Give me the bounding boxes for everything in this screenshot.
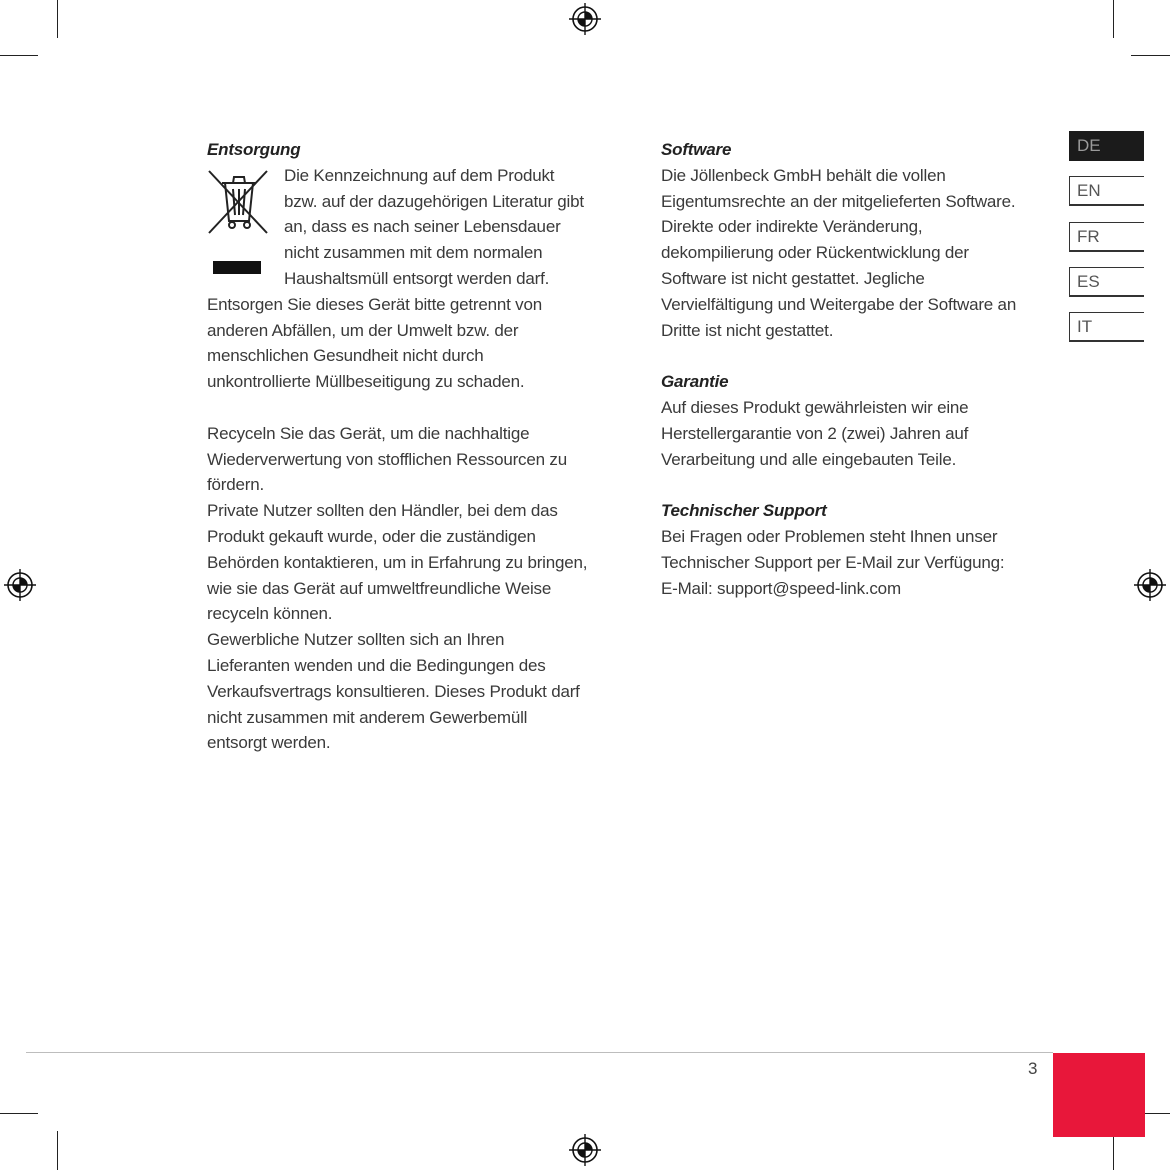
recycle-paragraph: Recyceln Sie das Gerät, um die nachhaltige Wiederverwertung von stofflichen Ressourcen zu fördern. [207,423,567,495]
weee-crossed-bin-icon [207,169,271,237]
support-heading: Technischer Support [661,501,827,521]
support-paragraph: Bei Fragen oder Problemen steht Ihnen unser Technischer Support per E-Mail zur Verfügung: [661,526,1005,572]
tab-language-it[interactable]: IT [1069,312,1144,342]
tab-language-es[interactable]: ES [1069,267,1144,297]
warranty-paragraph: Auf dieses Produkt gewährleisten wir eine Herstellergarantie von 2 (zwei) Jahren auf Verarbeitung und alle eingebauten Teile. [661,397,969,469]
crop-mark [57,1131,58,1170]
registration-mark-icon [568,2,602,36]
registration-mark-icon [3,568,37,602]
page-number: 3 [1028,1059,1038,1078]
software-heading: Software [661,140,732,159]
registration-mark-icon [1133,568,1167,602]
disposal-paragraph: Die Kennzeichnung auf dem Produkt bzw. auf der dazugehörigen Literatur gibt an, dass es nach seiner Lebensdauer nicht zusammen mit dem normalen Haushaltsmüll entsorgt werden darf. Entsorgen Sie dieses Gerät bitte getrennt von anderen Abfällen, um der Umwelt bzw. der menschlichen Gesundheit nicht durch unkontrollierte Müllbeseitigung zu schaden. [207,165,584,392]
support-email[interactable]: E-Mail: support@speed-link.com [661,578,901,598]
private-users-paragraph: Private Nutzer sollten den Händler, bei dem das Produkt gekauft wurde, oder die zuständigen Behörden kontaktieren, um in Erfahrung zu bringen, wie sie das Gerät auf umweltfreundliche Weise recyceln können. [207,501,588,624]
crop-mark [0,1113,38,1114]
registration-mark-icon [568,1133,602,1167]
disposal-heading: Entsorgung [207,140,301,159]
crop-mark [1131,55,1170,56]
page-corner-accent [1053,1053,1145,1137]
crop-mark [57,0,58,38]
crop-mark [1113,0,1114,38]
software-paragraph: Die Jöllenbeck GmbH behält die vollen Eigentumsrechte an der mitgelieferten Software. Direkte oder indirekte Veränderung, dekompilierung oder Rückentwicklung der Software ist nicht gestattet. Jegliche Vervielfältigung und Weitergabe der Software an Dritte ist nicht gestattet. [661,165,1017,340]
tab-language-de[interactable]: DE [1069,131,1144,161]
right-column [661,137,1036,601]
crop-mark [0,55,38,56]
tab-language-fr[interactable]: FR [1069,222,1144,252]
weee-underline-bar [213,261,261,274]
tab-language-en[interactable]: EN [1069,176,1144,206]
warranty-heading: Garantie [661,372,729,392]
weee-symbol [207,163,284,288]
footer-divider [26,1052,1053,1053]
left-column [207,137,589,756]
commercial-users-paragraph: Gewerbliche Nutzer sollten sich an Ihren Lieferanten wenden und die Bedingungen des Verkaufsvertrags konsultieren. Dieses Produkt darf nicht zusammen mit anderem Gewerbemüll entsorgt werden. [207,630,580,753]
